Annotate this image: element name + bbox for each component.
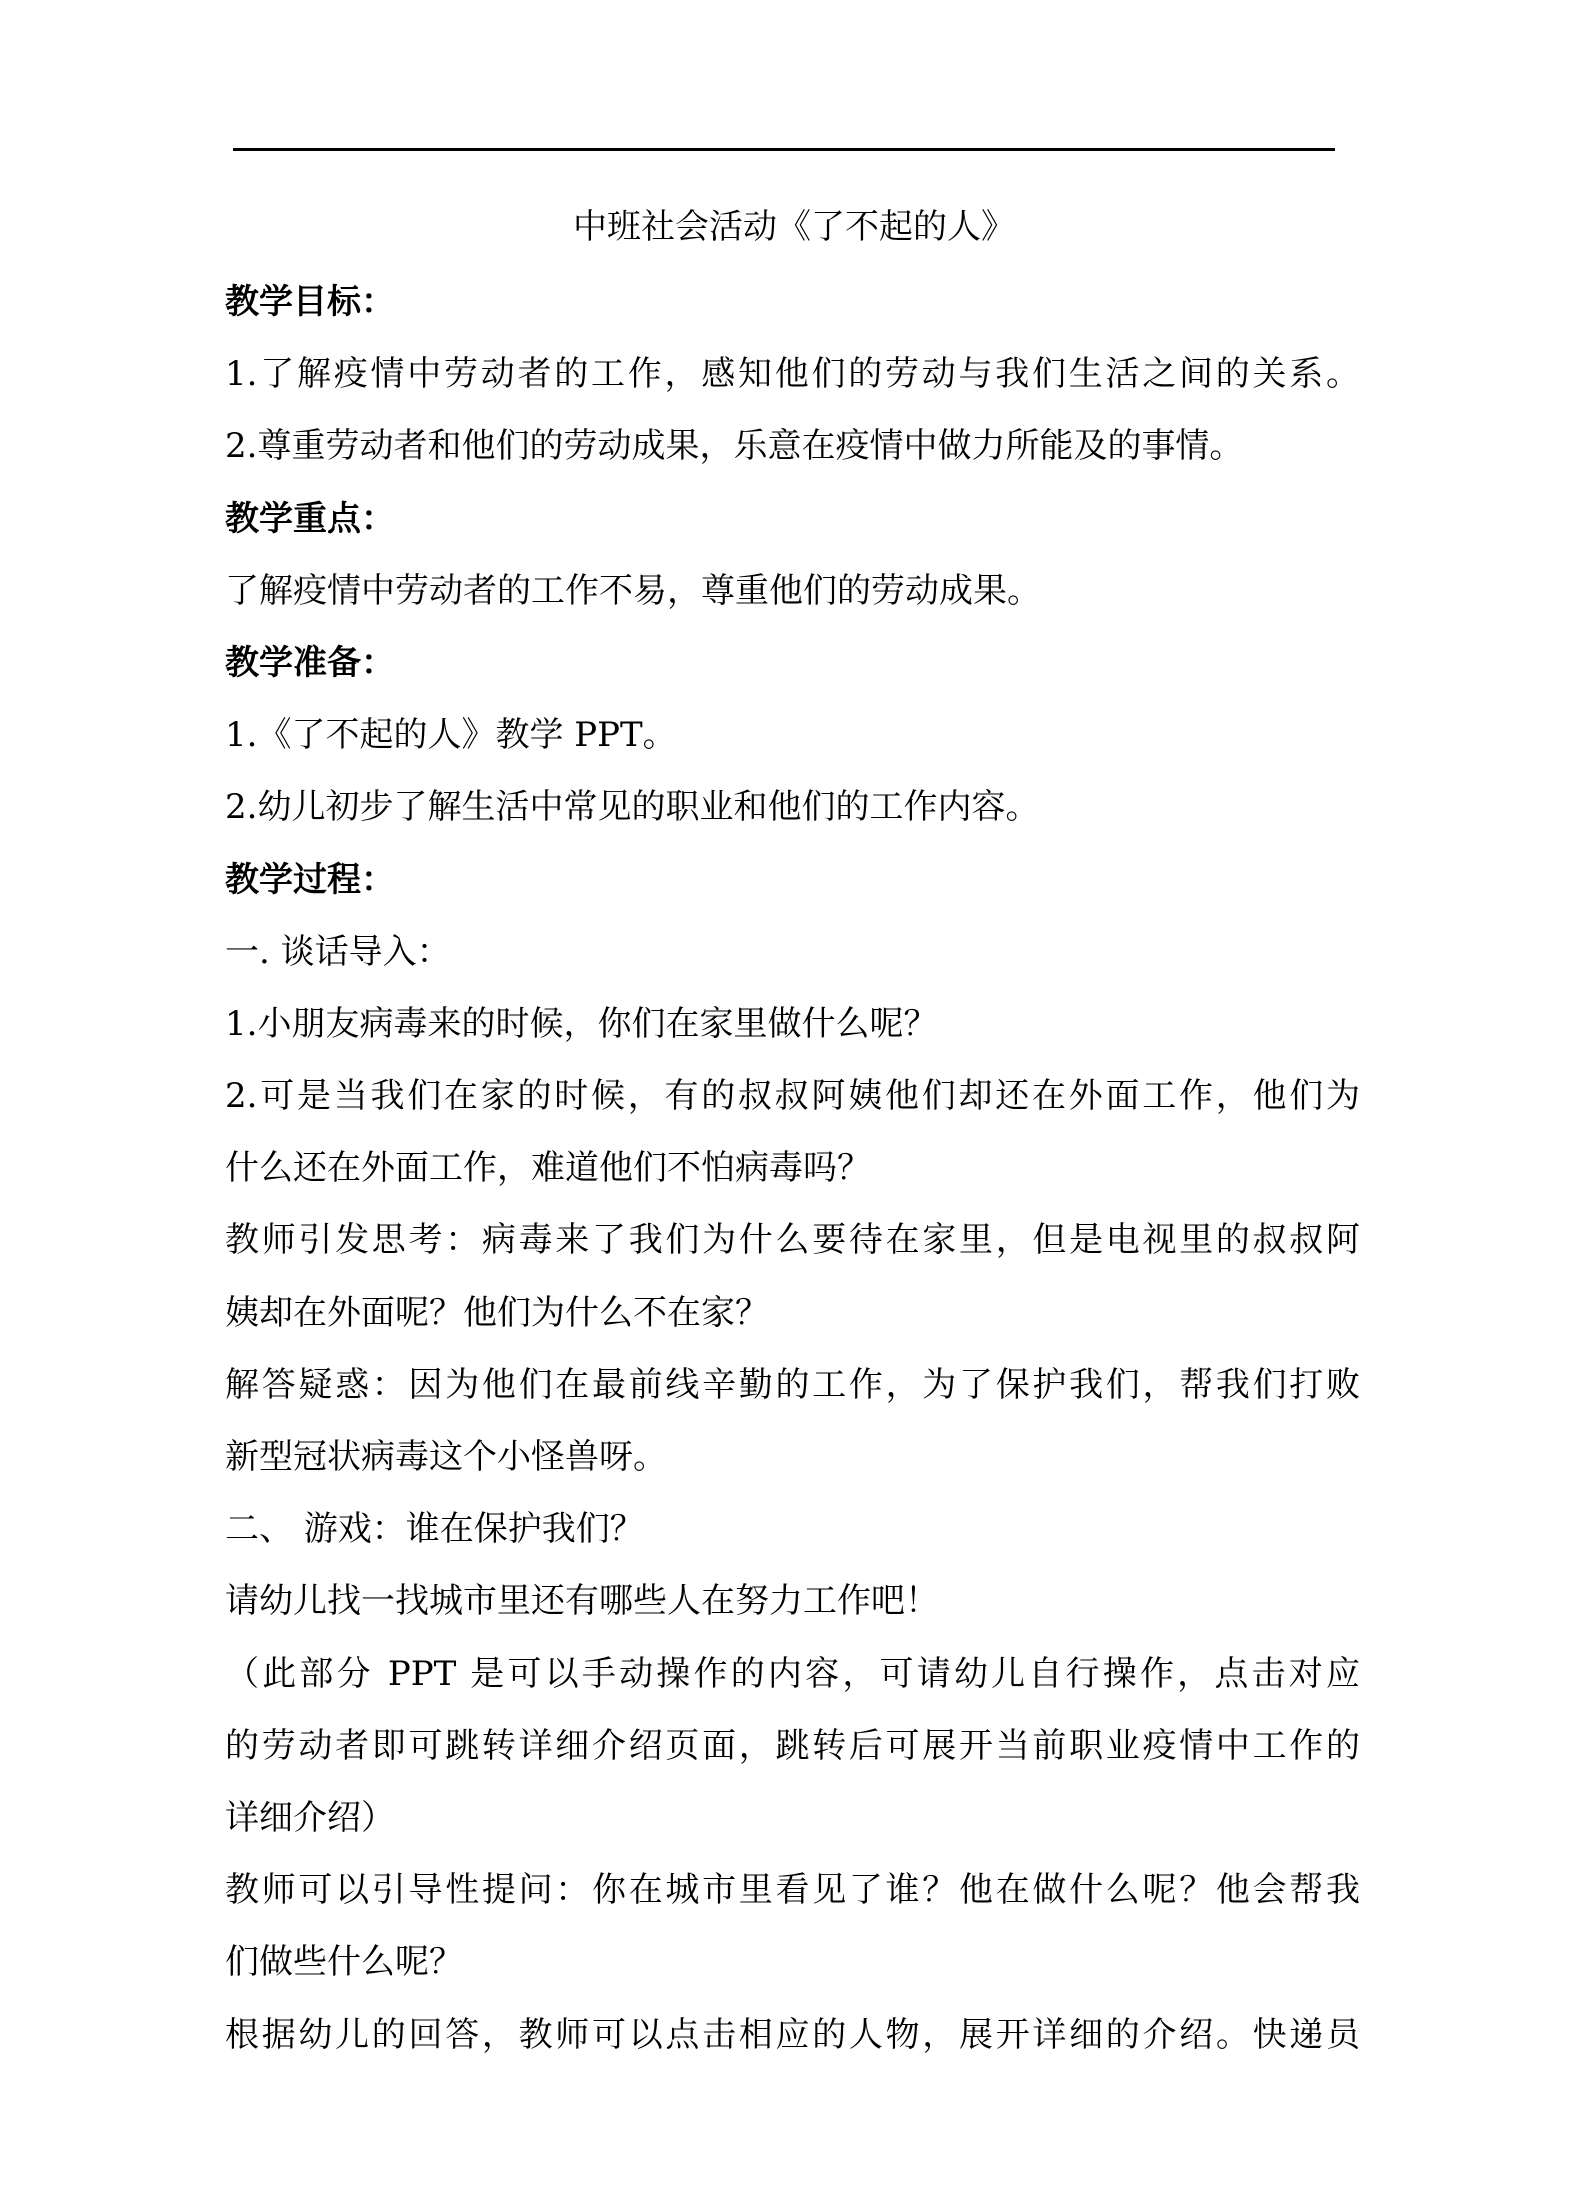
paragraph-line: 教师引发思考：病毒来了我们为什么要待在家里，但是电视里的叔叔阿 (225, 1220, 1360, 1261)
paragraph-line: 什么还在外面工作，难道他们不怕病毒吗？ (225, 1148, 871, 1189)
paragraph-line: 根据幼儿的回答，教师可以点击相应的人物，展开详细的介绍。快递员 (225, 2014, 1360, 2055)
paragraph-line: 解答疑惑：因为他们在最前线辛勤的工作，为了保护我们，帮我们打败 (225, 1364, 1360, 1405)
document-body (225, 277, 1360, 2082)
paragraph-line: 新型冠状病毒这个小怪兽呀。 (225, 1437, 667, 1477)
heading-objectives: 教学目标： (225, 282, 395, 322)
paragraph-line: 教师可以引导性提问：你在城市里看见了谁？他在做什么呢？他会帮我 (225, 1870, 1360, 1911)
paragraph-line: 1.小朋友病毒来的时候，你们在家里做什么呢？ (225, 1003, 938, 1044)
heading-key-points: 教学重点： (225, 498, 395, 539)
paragraph-line: 请幼儿找一找城市里还有哪些人在努力工作吧！ (225, 1581, 939, 1622)
paragraph-line: 1.《了不起的人》教学 PPT。 (225, 715, 677, 756)
paragraph-line: 2.可是当我们在家的时候，有的叔叔阿姨他们却还在外面工作，他们为 (225, 1076, 1360, 1117)
paragraph-line: 2.尊重劳动者和他们的劳动成果，乐意在疫情中做力所能及的事情。 (225, 426, 1244, 467)
paragraph-line: 2.幼儿初步了解生活中常见的职业和他们的工作内容。 (225, 787, 1040, 828)
section-heading-intro: 一. 谈话导入： (225, 931, 451, 972)
paragraph-line: 了解疫情中劳动者的工作不易，尊重他们的劳动成果。 (225, 570, 1041, 611)
heading-process: 教学过程： (225, 859, 395, 900)
paragraph-line: 们做些什么呢？ (225, 1942, 463, 1983)
header-rule (233, 148, 1335, 151)
paragraph-line: （此部分 PPT 是可以手动操作的内容，可请幼儿自行操作，点击对应 (225, 1653, 1360, 1694)
heading-preparation: 教学准备： (225, 642, 395, 683)
section-heading-game: 二、 游戏：谁在保护我们？ (225, 1509, 644, 1550)
document-title: 中班社会活动《了不起的人》 (573, 207, 1015, 247)
paragraph-line: 姨却在外面呢？他们为什么不在家？ (225, 1292, 769, 1333)
paragraph-line: 1.了解疫情中劳动者的工作，感知他们的劳动与我们生活之间的关系。 (225, 354, 1360, 395)
paragraph-line: 详细介绍） (225, 1797, 395, 1838)
paragraph-line: 的劳动者即可跳转详细介绍页面，跳转后可展开当前职业疫情中工作的 (225, 1725, 1360, 1766)
